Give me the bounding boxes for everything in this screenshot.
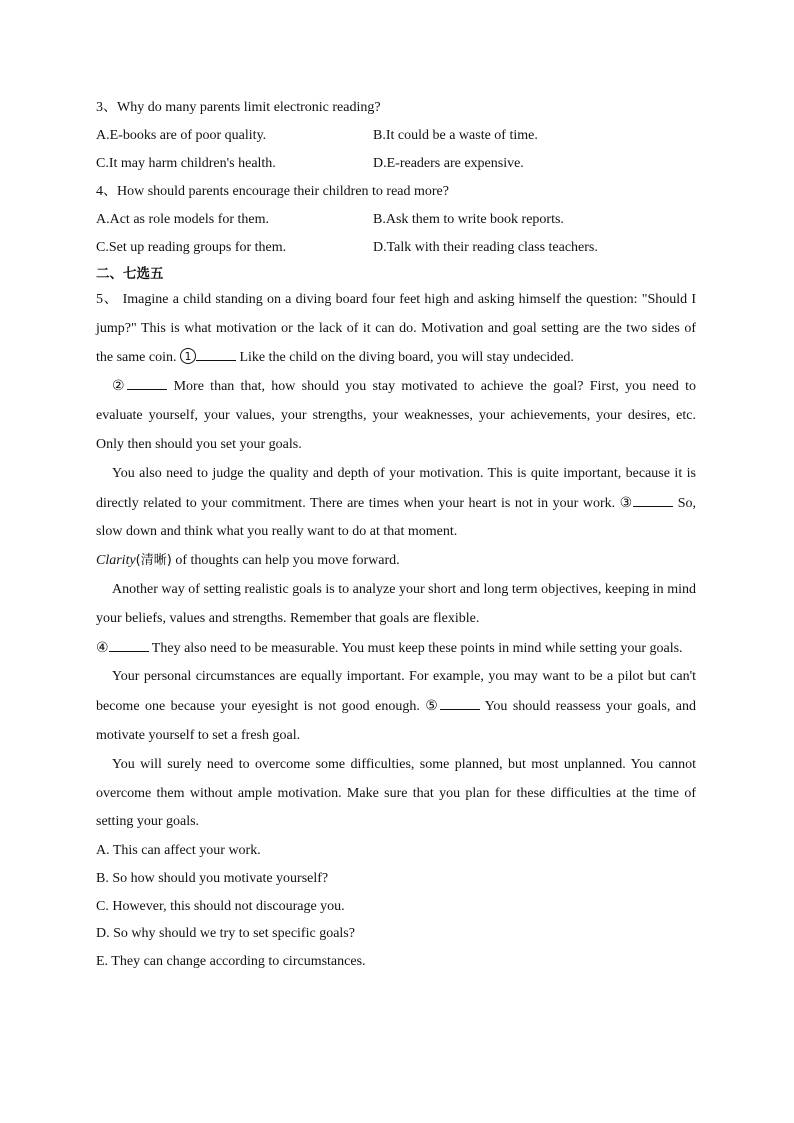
clarity-word: Clarity	[96, 553, 136, 569]
question-3-option-b: B.It could be a waste of time.	[373, 128, 538, 143]
question-4-option-d: D.Talk with their reading class teachers.	[373, 240, 598, 255]
passage-text: So, slow down and think what you really want to do at that moment.	[96, 495, 696, 540]
passage-paragraph-4	[96, 576, 696, 663]
passage-text: Your personal circumstances are equally important. For example, you may want to be a pilot but can't become one because your eyesight is not good enough.	[96, 669, 696, 715]
passage-text: They also need to be measurable. You must keep these points in mind while setting your goals.	[148, 640, 683, 656]
blank-marker-1: 1	[180, 348, 196, 364]
option-c: C. However, this should not discourage you.	[96, 898, 345, 914]
question-4-option-c: C.Set up reading groups for them.	[96, 240, 287, 255]
answer-blank-1[interactable]	[196, 348, 236, 361]
question-3-options-row-2	[96, 150, 696, 178]
section-title: 二、七选五	[96, 266, 164, 282]
passage-text: More than that, how should you stay motivated to achieve the goal? First, you need to evaluate yourself, your values, your strengths, your weaknesses, your achievements, your desires, etc. Only then should you set your goals.	[96, 379, 696, 452]
question-3-stem: 3、Why do many parents limit electronic reading?	[96, 100, 381, 115]
answer-blank-5[interactable]	[440, 697, 480, 710]
worksheet-page	[96, 94, 696, 976]
question-4-options-row-1	[96, 206, 696, 234]
blank-marker-3: ③	[619, 494, 634, 511]
option-b: B. So how should you motivate yourself?	[96, 870, 329, 886]
passage-paragraph-5	[96, 663, 696, 750]
passage-text: Another way of setting realistic goals is to analyze your short and long term objectives, keeping in mind your beliefs, values and strengths. Remember that goals are flexible.	[96, 581, 696, 626]
passage-text: 5、 Imagine a child standing on a diving board four feet high and asking himself the question: "Should I jump?" This is what motivation or the lack of it can do. Motivation and goal setting are the two sides of the same coin.	[96, 292, 696, 365]
question-4-stem: 4、How should parents encourage their children to read more?	[96, 184, 449, 199]
clarity-chinese-gloss: (清晰)	[135, 553, 172, 569]
option-a: A. This can affect your work.	[96, 843, 261, 859]
question-3-options-row-1	[96, 122, 696, 150]
passage-text: Like the child on the diving board, you will stay undecided.	[235, 349, 574, 365]
blank-marker-2: ②	[112, 378, 128, 395]
blank-marker-5: ⑤	[425, 698, 440, 715]
question-4-option-a: A.Act as role models for them.	[96, 212, 270, 227]
answer-blank-4[interactable]	[109, 639, 149, 652]
answer-blank-2[interactable]	[127, 377, 167, 390]
question-4-options-row-2	[96, 234, 696, 262]
passage-paragraph-1	[96, 286, 696, 372]
question-4-option-b: B.Ask them to write book reports.	[373, 212, 564, 227]
passage-text: of thoughts can help you move forward.	[171, 553, 400, 569]
passage-paragraph-3	[96, 460, 696, 576]
passage-paragraph-6: You will surely need to overcome some difficulties, some planned, but most unplanned. You cannot overcome them without ample motivation. Make sure that you plan for these difficulties at the time of setting your goals.	[96, 756, 696, 830]
option-e: E. They can change according to circumstances.	[96, 953, 366, 969]
question-3-option-a: A.E-books are of poor quality.	[96, 128, 267, 143]
answer-blank-3[interactable]	[633, 494, 673, 507]
question-3-option-d: D.E-readers are expensive.	[373, 156, 524, 171]
option-d: D. So why should we try to set specific goals?	[96, 926, 355, 942]
passage-text: You also need to judge the quality and depth of your motivation. This is quite important, because it is directly related to your commitment. There are times when your heart is not in your work.	[96, 465, 696, 511]
passage-text: You should reassess your goals, and motivate yourself to set a fresh goal.	[96, 699, 696, 743]
passage-paragraph-2	[96, 372, 696, 459]
blank-marker-4: ④	[96, 639, 109, 656]
question-3-option-c: C.It may harm children's health.	[96, 156, 276, 171]
